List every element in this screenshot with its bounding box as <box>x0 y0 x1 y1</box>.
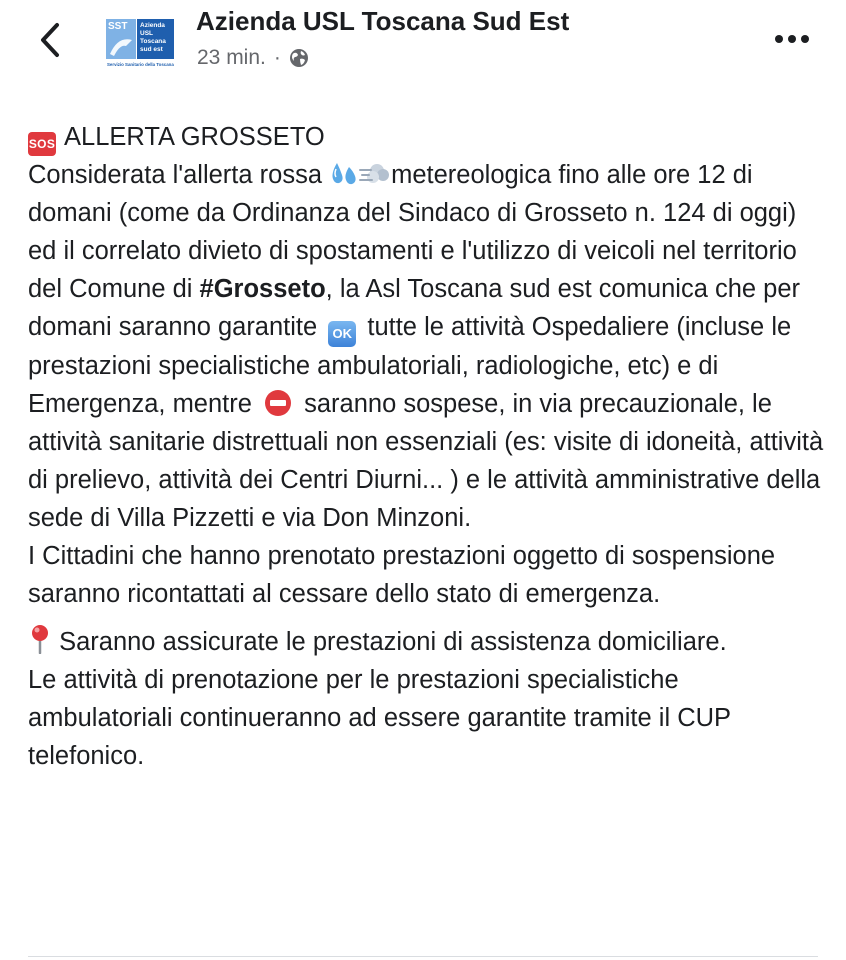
sos-button-emoji: SOS <box>28 132 56 156</box>
asl-logo-icon <box>104 16 176 68</box>
dash-wind-emoji <box>359 161 391 187</box>
post-paragraph-4: Le attività di prenotazione per le prestazioni specialistiche ambulatoriali continueranno ad essere garantite tramite il CUP telefonico. <box>28 666 731 770</box>
p1-text-b: metereologica fino alle ore 12 di domani (come da Ordinanza del Sindaco di Grosseto n. 124 di oggi) ed il correlato divieto di spostamenti e l'utilizzo di veicoli nel territorio del Comune di <box>28 161 797 303</box>
post-title-text: ALLERTA GROSSETO <box>64 123 325 151</box>
post-header <box>0 0 846 96</box>
avatar-name-line-2: USL <box>140 30 153 37</box>
chevron-left-icon <box>39 22 61 58</box>
p1-text-e: saranno sospese, in via precauzionale, le attività sanitarie distrettuali non essenziali (es: visite di idoneità, attività di prelievo, attività dei Centri Diurni... ) e le attività amministrative della sede di Villa Pizzetti e via Don Minzoni. <box>28 390 824 532</box>
post-meta <box>197 46 309 70</box>
p3-text: Saranno assicurate le prestazioni di assistenza domiciliare. <box>52 628 727 656</box>
avatar-caption: Servizio Sanitario della Toscana <box>107 62 174 67</box>
avatar-name-line-4: sud est <box>140 46 163 53</box>
hashtag-grosseto[interactable]: #Grosseto <box>199 275 326 303</box>
more-options-button[interactable] <box>772 24 812 54</box>
avatar-name-line-3: Toscana <box>140 38 166 45</box>
post-text <box>28 118 828 775</box>
avatar-name-line-1: Azienda <box>140 22 165 29</box>
post-paragraph-1 <box>28 156 828 537</box>
post-divider <box>28 956 818 957</box>
sweat-droplets-emoji <box>329 161 359 187</box>
p1-text-d: tutte le attività Ospedaliere (incluse le prestazioni specialistiche ambulatoriali, radiologiche, etc) e di Emergenza, mentre <box>28 313 792 418</box>
avatar-logo-text: SST <box>108 21 128 32</box>
round-pushpin-emoji <box>28 624 52 654</box>
post-paragraph-3 <box>28 623 828 661</box>
globe-icon <box>289 48 309 68</box>
p1-text-a: Considerata l'allerta rossa <box>28 161 330 189</box>
post-timestamp[interactable]: 23 min. <box>197 46 266 69</box>
ok-button-emoji: OK <box>328 321 356 347</box>
meta-separator: · <box>273 46 281 69</box>
post-title <box>28 118 828 156</box>
back-button[interactable] <box>30 18 70 62</box>
more-horizontal-icon <box>774 34 810 44</box>
page-name[interactable]: Azienda USL Toscana Sud Est <box>196 6 570 36</box>
page-avatar[interactable] <box>104 16 176 68</box>
p1-text-c: , la Asl Toscana sud est comunica che per domani saranno garantite <box>28 275 801 341</box>
post-paragraph-2: I Cittadini che hanno prenotato prestazioni oggetto di sospensione saranno ricontattati al cessare dello stato di emergenza. <box>28 542 776 608</box>
no-entry-emoji <box>265 390 291 416</box>
